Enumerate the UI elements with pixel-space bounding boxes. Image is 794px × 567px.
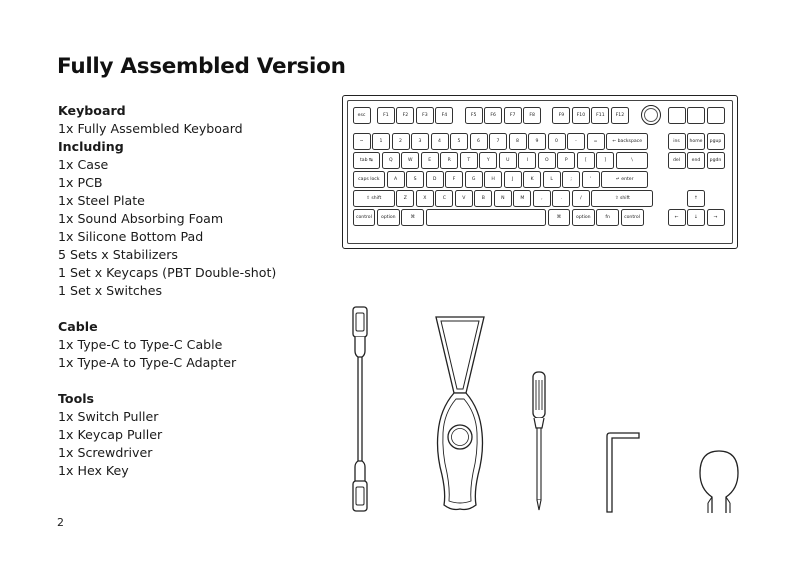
list-item: 1x Fully Assembled Keyboard bbox=[58, 121, 243, 136]
list-item: 1x Type-A to Type-C Adapter bbox=[58, 355, 237, 370]
letter-key: Q bbox=[382, 152, 400, 169]
modifier-key: option bbox=[377, 209, 400, 226]
number-key: = bbox=[587, 133, 605, 150]
section-keyboard bbox=[58, 102, 333, 138]
page-title: Fully Assembled Version bbox=[57, 54, 346, 79]
letter-key: ↵ enter bbox=[601, 171, 648, 188]
letter-key: tab ↹ bbox=[353, 152, 381, 169]
function-key: F1 bbox=[377, 107, 395, 124]
function-key: F9 bbox=[552, 107, 570, 124]
function-key: F3 bbox=[416, 107, 434, 124]
list-item: 1x Type-C to Type-C Cable bbox=[58, 337, 223, 352]
number-key: 2 bbox=[392, 133, 410, 150]
number-key: 5 bbox=[450, 133, 468, 150]
letter-key: ] bbox=[596, 152, 614, 169]
section-heading: Tools bbox=[58, 391, 95, 406]
letter-key: G bbox=[465, 171, 483, 188]
number-key: 6 bbox=[470, 133, 488, 150]
list-item: 1 Set x Keycaps (PBT Double-shot) bbox=[58, 265, 277, 280]
arrow-left-key: ← bbox=[668, 209, 686, 226]
letter-key: T bbox=[460, 152, 478, 169]
letter-key: C bbox=[435, 190, 453, 207]
media-key bbox=[687, 107, 705, 124]
section-gap bbox=[58, 372, 333, 390]
letter-key: caps lock bbox=[353, 171, 386, 188]
list-item: 1x Sound Absorbing Foam bbox=[58, 211, 224, 226]
modifier-key: fn bbox=[596, 209, 619, 226]
function-key: F4 bbox=[435, 107, 453, 124]
letter-key: W bbox=[401, 152, 419, 169]
letter-key: Z bbox=[396, 190, 414, 207]
letter-key: D bbox=[426, 171, 444, 188]
cable-icon bbox=[345, 305, 375, 513]
letter-key: L bbox=[543, 171, 561, 188]
letter-key: O bbox=[538, 152, 556, 169]
modifier-key: control bbox=[621, 209, 644, 226]
arrow-down-key: ↓ bbox=[687, 209, 705, 226]
number-key: 8 bbox=[509, 133, 527, 150]
nav-key: pgdn bbox=[707, 152, 725, 169]
volume-knob bbox=[641, 105, 661, 125]
letter-key: Y bbox=[479, 152, 497, 169]
modifier-key: option bbox=[572, 209, 595, 226]
section-heading: Cable bbox=[58, 319, 98, 334]
section-tools bbox=[58, 390, 333, 480]
media-key bbox=[707, 107, 725, 124]
function-key: F6 bbox=[484, 107, 502, 124]
list-item: 1x Case bbox=[58, 157, 109, 172]
letter-key: K bbox=[523, 171, 541, 188]
letter-key: ⇧ shift bbox=[591, 190, 653, 207]
nav-key: del bbox=[668, 152, 686, 169]
modifier-key: control bbox=[353, 209, 376, 226]
number-key: ~ bbox=[353, 133, 371, 150]
number-key: 7 bbox=[489, 133, 507, 150]
letter-key: \ bbox=[616, 152, 649, 169]
hex-key-icon bbox=[603, 430, 643, 514]
section-cable bbox=[58, 318, 333, 372]
modifier-key: ⌘ bbox=[548, 209, 571, 226]
letter-key: F bbox=[445, 171, 463, 188]
keyboard-illustration bbox=[342, 95, 738, 249]
section-including bbox=[58, 138, 333, 300]
letter-key: ' bbox=[582, 171, 600, 188]
list-item: 1x PCB bbox=[58, 175, 103, 190]
nav-key: end bbox=[687, 152, 705, 169]
letter-key: [ bbox=[577, 152, 595, 169]
letter-key: R bbox=[440, 152, 458, 169]
arrow-up-key: ↑ bbox=[687, 190, 705, 207]
letter-key: N bbox=[494, 190, 512, 207]
arrow-right-key: → bbox=[707, 209, 725, 226]
letter-key: / bbox=[572, 190, 590, 207]
list-item: 1x Keycap Puller bbox=[58, 427, 163, 442]
letter-key: J bbox=[504, 171, 522, 188]
list-item: 5 Sets x Stabilizers bbox=[58, 247, 178, 262]
number-key: 0 bbox=[548, 133, 566, 150]
function-key: F8 bbox=[523, 107, 541, 124]
letter-key: U bbox=[499, 152, 517, 169]
list-item: 1 Set x Switches bbox=[58, 283, 163, 298]
function-key: F5 bbox=[465, 107, 483, 124]
keycap-puller-icon bbox=[430, 313, 490, 513]
switch-puller-icon bbox=[696, 445, 742, 515]
function-key: F2 bbox=[396, 107, 414, 124]
package-contents bbox=[58, 102, 333, 480]
page-number: 2 bbox=[57, 516, 64, 529]
letter-key: ⇧ shift bbox=[353, 190, 395, 207]
letter-key: V bbox=[455, 190, 473, 207]
number-key: 3 bbox=[411, 133, 429, 150]
letter-key: X bbox=[416, 190, 434, 207]
list-item: 1x Screwdriver bbox=[58, 445, 153, 460]
letter-key: E bbox=[421, 152, 439, 169]
function-key: F7 bbox=[504, 107, 522, 124]
media-key bbox=[668, 107, 686, 124]
letter-key: . bbox=[552, 190, 570, 207]
nav-key: home bbox=[687, 133, 705, 150]
function-key: F11 bbox=[591, 107, 609, 124]
function-key: F12 bbox=[611, 107, 629, 124]
list-item: 1x Steel Plate bbox=[58, 193, 145, 208]
list-item: 1x Switch Puller bbox=[58, 409, 159, 424]
letter-key: A bbox=[387, 171, 405, 188]
letter-key: P bbox=[557, 152, 575, 169]
screwdriver-icon bbox=[528, 370, 550, 513]
section-gap bbox=[58, 300, 333, 318]
number-key: 4 bbox=[431, 133, 449, 150]
nav-key: pgup bbox=[707, 133, 725, 150]
number-key: 9 bbox=[528, 133, 546, 150]
section-heading: Keyboard bbox=[58, 103, 126, 118]
function-key: esc bbox=[353, 107, 371, 124]
section-heading: Including bbox=[58, 139, 124, 154]
letter-key: , bbox=[533, 190, 551, 207]
spacebar-key bbox=[426, 209, 546, 226]
number-key: 1 bbox=[372, 133, 390, 150]
number-key: - bbox=[567, 133, 585, 150]
letter-key: B bbox=[474, 190, 492, 207]
number-key: ← backspace bbox=[606, 133, 648, 150]
modifier-key: ⌘ bbox=[401, 209, 424, 226]
function-key: F10 bbox=[572, 107, 590, 124]
letter-key: H bbox=[484, 171, 502, 188]
list-item: 1x Silicone Bottom Pad bbox=[58, 229, 204, 244]
letter-key: I bbox=[518, 152, 536, 169]
letter-key: M bbox=[513, 190, 531, 207]
letter-key: S bbox=[406, 171, 424, 188]
nav-key: ins bbox=[668, 133, 686, 150]
letter-key: ; bbox=[562, 171, 580, 188]
list-item: 1x Hex Key bbox=[58, 463, 129, 478]
